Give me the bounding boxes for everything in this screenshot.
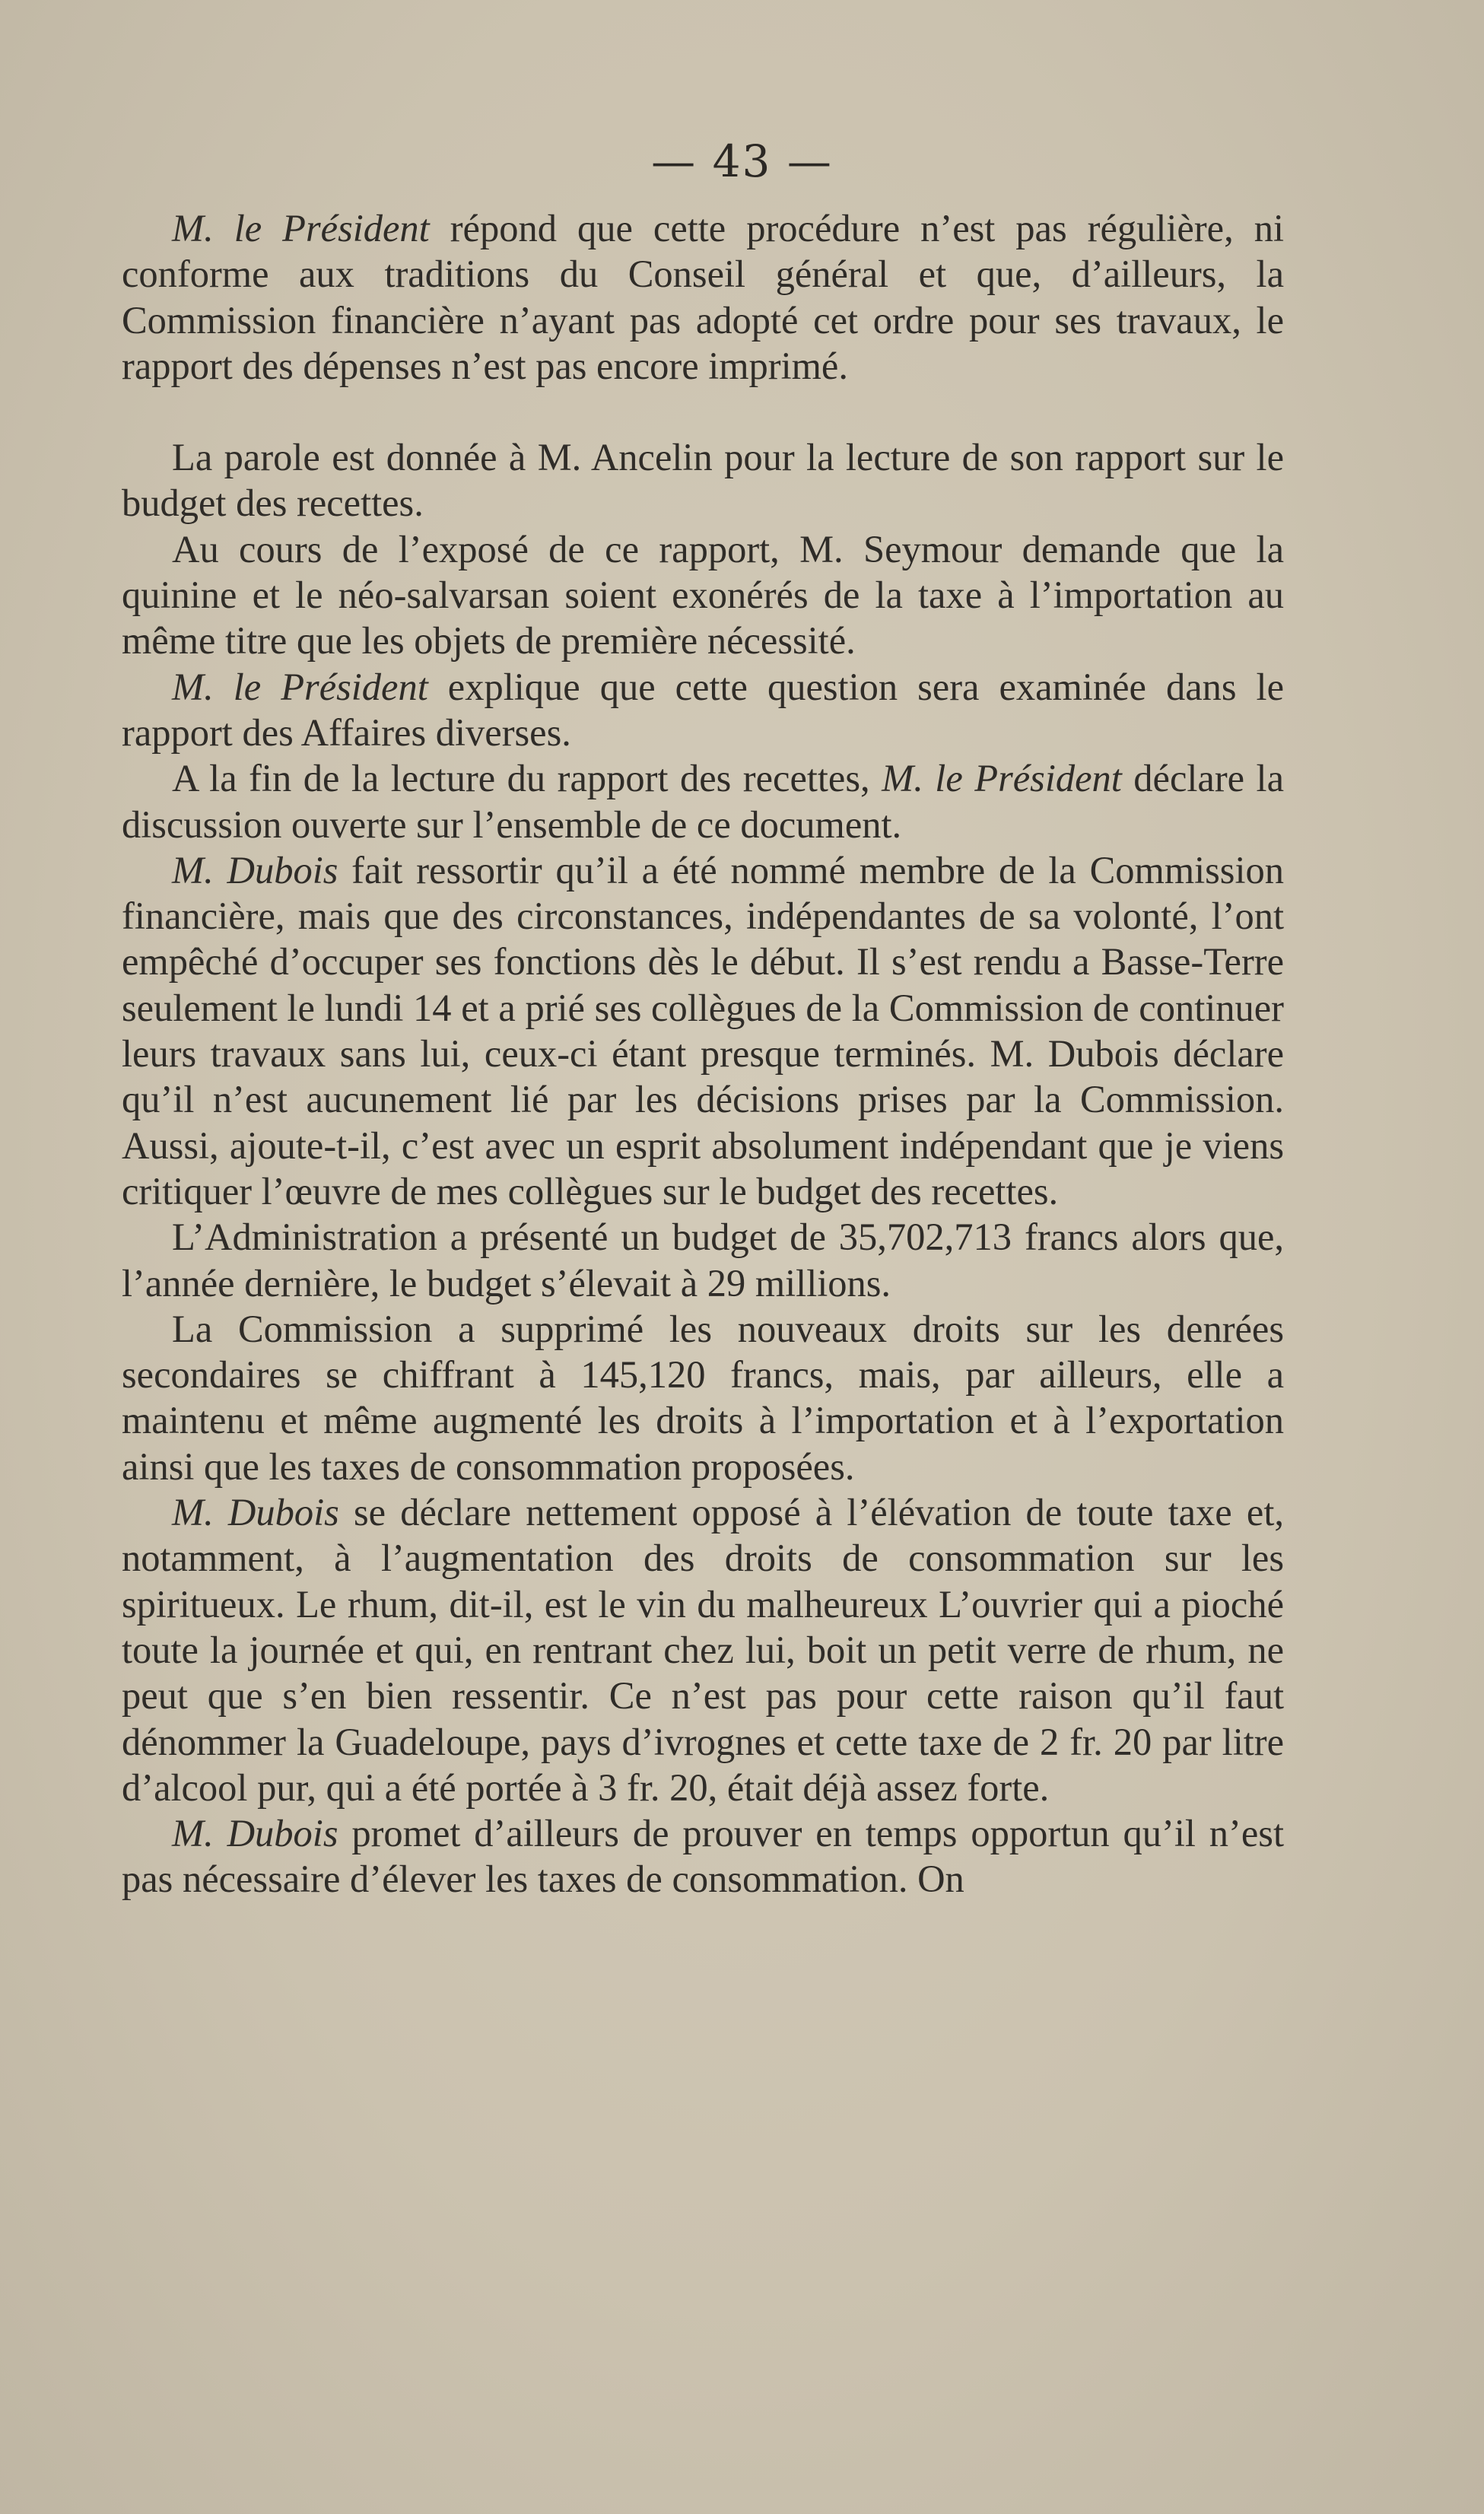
paragraph-text: L’Administration a présenté un budget de 35,702,713 francs alors que, l’année dernière, le budget s’élevait à 29 millions. xyxy=(122,1216,1284,1305)
paragraph-text: promet d’ailleurs de prouver en temps opportun qu’il n’est pas nécessaire d’élever les taxes de consommation. On xyxy=(122,1812,1284,1901)
paragraph xyxy=(122,434,1284,526)
speaker-name: M. le Président xyxy=(882,757,1122,800)
paragraph xyxy=(122,1489,1284,1810)
paragraph-text: La parole est donnée à M. Ancelin pour la lecture de son rapport sur le budget des recettes. xyxy=(122,436,1284,525)
speaker-name: M. Dubois xyxy=(172,1812,338,1855)
page-number: — 43 — xyxy=(651,135,833,187)
speaker-name: M. Dubois xyxy=(172,848,338,892)
paragraph xyxy=(122,1214,1284,1306)
paragraph xyxy=(122,1810,1284,1902)
body-text xyxy=(122,205,1284,1902)
paragraph-text: fait ressortir qu’il a été nommé membre de la Commission financière, mais que des circonstances, indépendantes de sa volonté, l’ont empêché d’occuper ses fonctions dès le début. Il s’est rendu a Basse-Terre seulement le lundi 14 et a prié ses collègues de la Commission de continuer leurs travaux sans lui, ceux-ci étant presque terminés. M. Dubois déclare qu’il n’est aucunement lié par les décisions prises par la Commission. Aussi, ajoute-t-il, c’est avec un esprit absolument indépendant que je viens critiquer l’œuvre de mes collègues sur le budget des recettes. xyxy=(122,848,1284,1213)
paragraph-text: explique que cette question sera examinée dans le rapport des Affaires diverses. xyxy=(122,665,1285,754)
paragraph xyxy=(122,205,1284,389)
paragraph-text: La Commission a supprimé les nouveaux droits sur les denrées secondaires se chiffrant à 145,120 francs, mais, par ailleurs, elle a maintenu et même augmenté les droits à l’importation et à l’exportation ainsi que les taxes de consommation proposées. xyxy=(122,1307,1284,1488)
paragraph xyxy=(122,755,1284,847)
paragraph xyxy=(122,1306,1284,1489)
speaker-name: M. le Président xyxy=(172,207,430,249)
paragraph-text: déclare la discussion ouverte sur l’ensemble de ce document. xyxy=(122,757,1284,846)
speaker-name: M. Dubois xyxy=(172,1491,339,1534)
paragraph-text: Au cours de l’exposé de ce rapport, M. Seymour demande que la quinine et le néo-salvarsan soient exonérés de la taxe à l’importation au même titre que les objets de première nécessité. xyxy=(122,527,1284,663)
speaker-name: M. le Président xyxy=(172,665,428,708)
paragraph-text: se déclare nettement opposé à l’élévation de toute taxe et, notamment, à l’augmentation des droits de consommation sur les spiritueux. Le rhum, dit-il, est le vin du malheureux L’ouvrier qui a pioché toute la journée et qui, en rentrant chez lui, boit un petit verre de rhum, ne peut que s’en bien ressentir. Ce n’est pas pour cette raison qu’il faut dénommer la Guadeloupe, pays d’ivrognes et cette taxe de 2 fr. 20 par litre d’alcool pur, qui a été portée à 3 fr. 20, était déjà assez forte. xyxy=(122,1491,1284,1809)
paragraph xyxy=(122,526,1284,664)
paragraph-text: répond que cette procédure n’est pas régulière, ni conforme aux traditions du Conseil général et que, d’ailleurs, la Commission financière n’ayant pas adopté cet ordre pour ses travaux, le rapport des dépenses n’est pas encore imprimé. xyxy=(122,207,1284,387)
paragraph xyxy=(122,664,1284,756)
paragraph xyxy=(122,847,1284,1214)
paragraph-prefix: A la fin de la lecture du rapport des recettes, xyxy=(172,757,882,800)
